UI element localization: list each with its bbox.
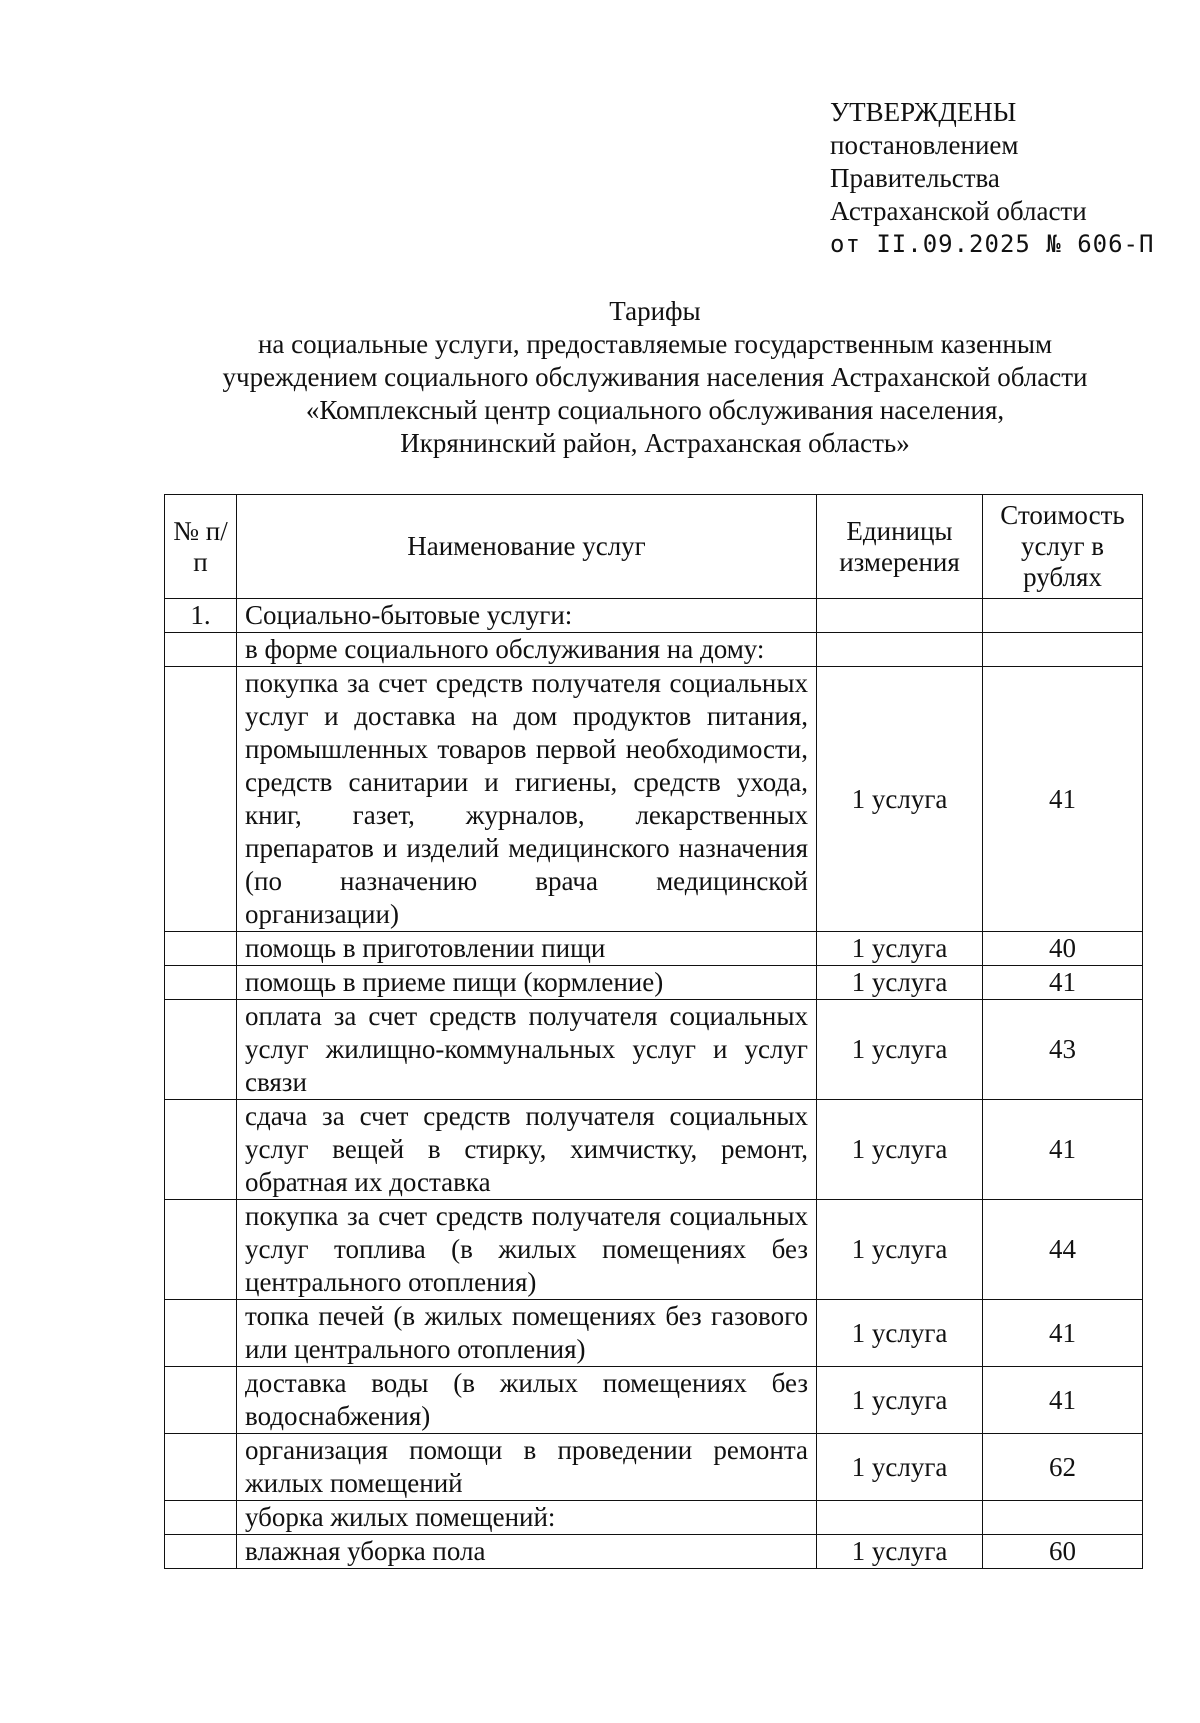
header-unit: Единицы измерения [817,495,983,599]
row-unit: 1 услуга [817,1200,983,1300]
row-price: 60 [983,1535,1143,1569]
row-name: уборка жилых помещений: [237,1501,817,1535]
row-name: помощь в приеме пищи (кормление) [237,966,817,1000]
table-row [165,932,1143,966]
table-row [165,633,1143,667]
row-name: оплата за счет средств получателя социальных услуг жилищно-коммунальных услуг и услуг связи [237,1000,817,1100]
row-num [165,1200,237,1300]
row-num [165,633,237,667]
document-title [150,295,1160,460]
row-num [165,1100,237,1200]
row-name: доставка воды (в жилых помещениях без водоснабжения) [237,1367,817,1434]
table-row [165,599,1143,633]
table-row [165,667,1143,932]
table-row [165,1200,1143,1300]
row-price [983,1501,1143,1535]
row-name: организация помощи в проведении ремонта жилых помещений [237,1434,817,1501]
row-num [165,1300,237,1367]
row-unit: 1 услуга [817,1300,983,1367]
title-line-1: на социальные услуги, предоставляемые государственным казенным [257,329,1053,359]
row-unit [817,599,983,633]
title-line-3: «Комплексный центр социального обслуживания населения, [305,395,1005,425]
row-price: 40 [983,932,1143,966]
tariffs-table [164,494,1143,1569]
approval-block [830,96,1154,261]
approval-line-region: Астраханской области [830,196,1087,226]
row-num [165,667,237,932]
row-name: топка печей (в жилых помещениях без газового или центрального отопления) [237,1300,817,1367]
row-unit: 1 услуга [817,932,983,966]
row-unit: 1 услуга [817,1100,983,1200]
row-num [165,1367,237,1434]
table-row [165,1300,1143,1367]
row-unit: 1 услуга [817,667,983,932]
table-row [165,1434,1143,1501]
row-name: покупка за счет средств получателя социальных услуг и доставка на дом продуктов питания, промышленных товаров первой необходимости, средств санитарии и гигиены, средств ухода, книг, газет, журналов, лекарственных препаратов и изделий медицинского назначения (по назначению врача медицинской организации) [237,667,817,932]
table-row [165,1100,1143,1200]
row-price [983,633,1143,667]
row-price: 44 [983,1200,1143,1300]
approval-line-resolution: постановлением [830,130,1019,160]
row-unit: 1 услуга [817,1535,983,1569]
row-price [983,599,1143,633]
table-row [165,1367,1143,1434]
title-line-2: учреждением социального обслуживания населения Астраханской области [222,362,1088,392]
row-num [165,966,237,1000]
row-num: 1. [165,599,237,633]
row-price: 62 [983,1434,1143,1501]
row-price: 41 [983,1100,1143,1200]
row-price: 41 [983,1367,1143,1434]
row-price: 41 [983,966,1143,1000]
row-num [165,932,237,966]
row-name: Социально-бытовые услуги: [237,599,817,633]
row-name: покупка за счет средств получателя социальных услуг топлива (в жилых помещениях без центрального отопления) [237,1200,817,1300]
row-price: 41 [983,1300,1143,1367]
row-price: 43 [983,1000,1143,1100]
row-num [165,1434,237,1501]
row-unit [817,633,983,667]
header-num: № п/п [165,495,237,599]
row-unit: 1 услуга [817,1434,983,1501]
row-unit [817,1501,983,1535]
table-row [165,1535,1143,1569]
row-name: помощь в приготовлении пищи [237,932,817,966]
row-unit: 1 услуга [817,1367,983,1434]
row-name: в форме социального обслуживания на дому: [237,633,817,667]
title-line-4: Икрянинский район, Астраханская область» [400,428,910,458]
row-price: 41 [983,667,1143,932]
approval-line-government: Правительства [830,163,1000,193]
table-row [165,1000,1143,1100]
header-name: Наименование услуг [237,495,817,599]
row-num [165,1501,237,1535]
header-price: Стоимость услуг в рублях [983,495,1143,599]
table-row [165,966,1143,1000]
row-unit: 1 услуга [817,966,983,1000]
row-num [165,1000,237,1100]
title-heading: Тарифы [609,296,701,326]
table-row [165,1501,1143,1535]
table-header-row [165,495,1143,599]
approval-line-approved: УТВЕРЖДЕНЫ [830,97,1017,127]
row-num [165,1535,237,1569]
row-name: сдача за счет средств получателя социальных услуг вещей в стирку, химчистку, ремонт, обратная их доставка [237,1100,817,1200]
row-unit: 1 услуга [817,1000,983,1100]
approval-date-number: от II.09.2025 № 606-П [830,230,1155,258]
row-name: влажная уборка пола [237,1535,817,1569]
